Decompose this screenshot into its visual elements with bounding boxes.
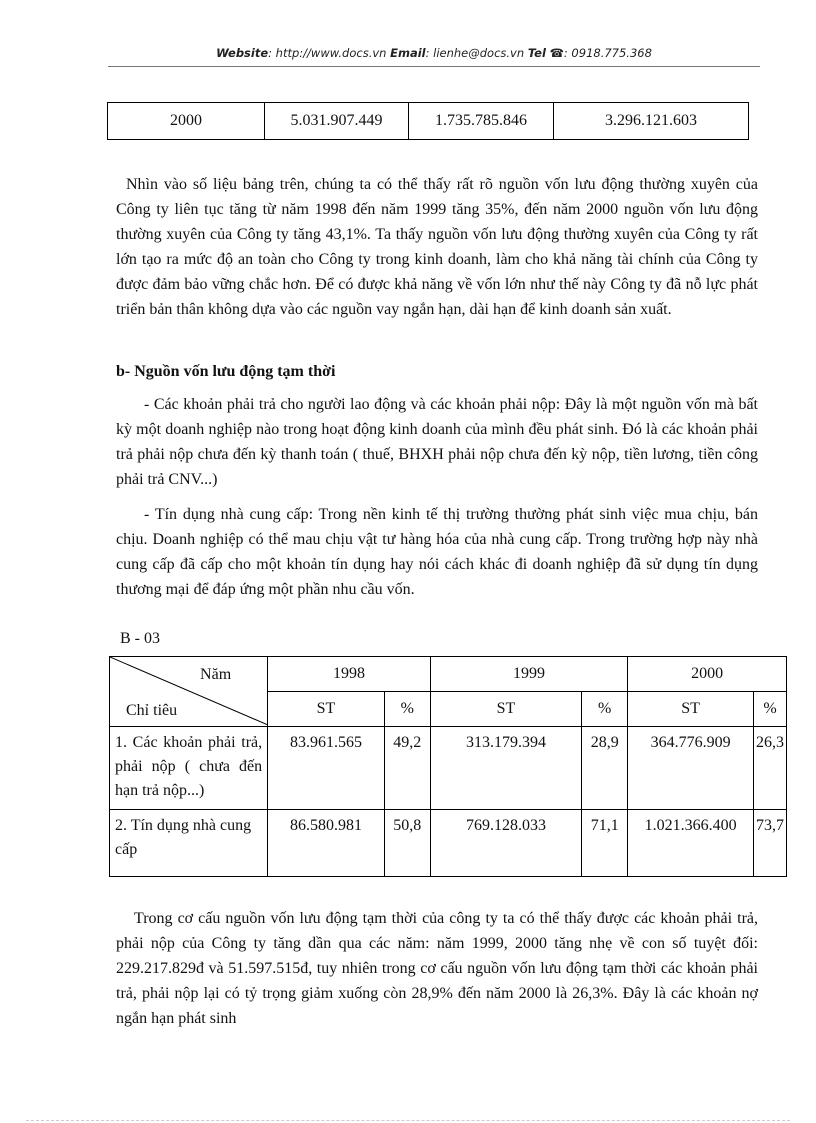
table-b03 <box>109 656 787 877</box>
page-header <box>108 46 760 60</box>
table-cell: 2000 <box>108 103 265 140</box>
header-divider <box>108 66 760 67</box>
diagonal-header-cell <box>110 657 268 727</box>
year-header: 2000 <box>628 657 787 692</box>
paragraph-supplier-credit: - Tín dụng nhà cung cấp: Trong nền kinh tế thị trường thường phát sinh việc mua chịu, bán chịu. Doanh nghiệp có thể mau chịu vật tư hàng hóa của nhà cung cấp. Trong trường hợp này nhà cung cấp đã cấp cho một khoản tín dụng hay nói cách khác đi doanh nghiệp đã sử dụng tín dụng thương mại để đáp ứng một phần nhu cầu vốn. <box>116 506 758 598</box>
value-cell: 769.128.033 <box>430 810 582 877</box>
value-cell: 313.179.394 <box>430 727 582 810</box>
row-label: 1. Các khoản phải trả, phải nộp ( chưa đến hạn trả nộp...) <box>110 727 268 810</box>
pct-cell: 71,1 <box>582 810 628 877</box>
table-cell: 3.296.121.603 <box>554 103 749 140</box>
corner-indicator-label: Chỉ tiêu <box>126 702 178 719</box>
table-label: B - 03 <box>120 630 160 647</box>
value-cell: 1.021.366.400 <box>628 810 754 877</box>
corner-year-label: Năm <box>200 666 232 683</box>
pct-cell: 49,2 <box>384 727 430 810</box>
table-cell: 5.031.907.449 <box>265 103 409 140</box>
row-label: 2. Tín dụng nhà cung cấp <box>110 810 268 877</box>
pct-cell: 28,9 <box>582 727 628 810</box>
paragraph-analysis-1: Nhìn vào số liệu bảng trên, chúng ta có thể thấy rất rõ nguồn vốn lưu động thường xuyên của Công ty liên tục tăng từ năm 1998 đến năm 1999 tăng 35%, đến năm 2000 nguồn vốn lưu động thường xuyên của Công ty tăng 43,1%. Ta thấy nguồn vốn lưu động thường xuyên của Công ty rất lớn tạo ra mức độ an toàn cho Công ty trong kinh doanh, làm cho khả năng tài chính của Công ty được đảm bảo vững chắc hơn. Để có được khả năng về vốn lớn như thế này Công ty đã nỗ lực phát triển bản thân không dựa vào các nguồn vay ngắn hạn, dài hạn để kinh doanh sản xuất. <box>116 176 758 318</box>
tel-value: : 0918.775.368 <box>563 46 652 60</box>
st-header: ST <box>628 692 754 727</box>
pct-cell: 26,3 <box>754 727 787 810</box>
website-link[interactable]: : http://www.docs.vn <box>268 46 387 60</box>
st-header: ST <box>430 692 582 727</box>
paragraph-analysis-2: Trong cơ cấu nguồn vốn lưu động tạm thời của công ty ta có thể thấy được các khoản phải trả, phải nộp của Công ty tăng dần qua các năm: năm 1999, 2000 tăng nhẹ về con số tuyệt đối: 229.217.829đ và 51.597.515đ, tuy nhiên trong cơ cấu nguồn vốn lưu động tạm thời các khoản phải trả, phải nộp lại có tỷ trọng giảm xuống còn 28,9% đến năm 2000 là 26,3%. Đây là các khoản nợ ngắn hạn phát sinh <box>116 910 758 1027</box>
year-header: 1998 <box>268 657 431 692</box>
pct-header: % <box>754 692 787 727</box>
table-row <box>108 103 749 140</box>
website-label: Website <box>216 46 269 60</box>
pct-cell: 73,7 <box>754 810 787 877</box>
st-header: ST <box>268 692 385 727</box>
value-cell: 86.580.981 <box>268 810 385 877</box>
pct-header: % <box>384 692 430 727</box>
table-row <box>110 810 787 877</box>
pct-cell: 50,8 <box>384 810 430 877</box>
section-subheading: b- Nguồn vốn lưu động tạm thời <box>116 363 336 380</box>
value-cell: 364.776.909 <box>628 727 754 810</box>
table-row <box>110 727 787 810</box>
table-cell: 1.735.785.846 <box>409 103 554 140</box>
email-link[interactable]: : lienhe@docs.vn <box>425 46 525 60</box>
capital-table-fragment <box>107 102 749 140</box>
table-header-row <box>110 657 787 692</box>
phone-icon: ☎ <box>549 46 564 60</box>
paragraph-payables: - Các khoản phải trả cho người lao động và các khoản phải nộp: Đây là một nguồn vốn mà bất kỳ một doanh nghiệp nào trong hoạt động kinh doanh của mình đều phát sinh. Đó là các khoản phải trả phải nộp chưa đến kỳ thanh toán ( thuế, BHXH phải nộp chưa đến kỳ nộp, tiền lương, tiền công phải trả CNV...) <box>116 396 758 488</box>
year-header: 1999 <box>430 657 627 692</box>
footer-divider <box>26 1120 790 1121</box>
pct-header: % <box>582 692 628 727</box>
tel-label: Tel <box>527 46 546 60</box>
email-label: Email <box>390 46 426 60</box>
value-cell: 83.961.565 <box>268 727 385 810</box>
